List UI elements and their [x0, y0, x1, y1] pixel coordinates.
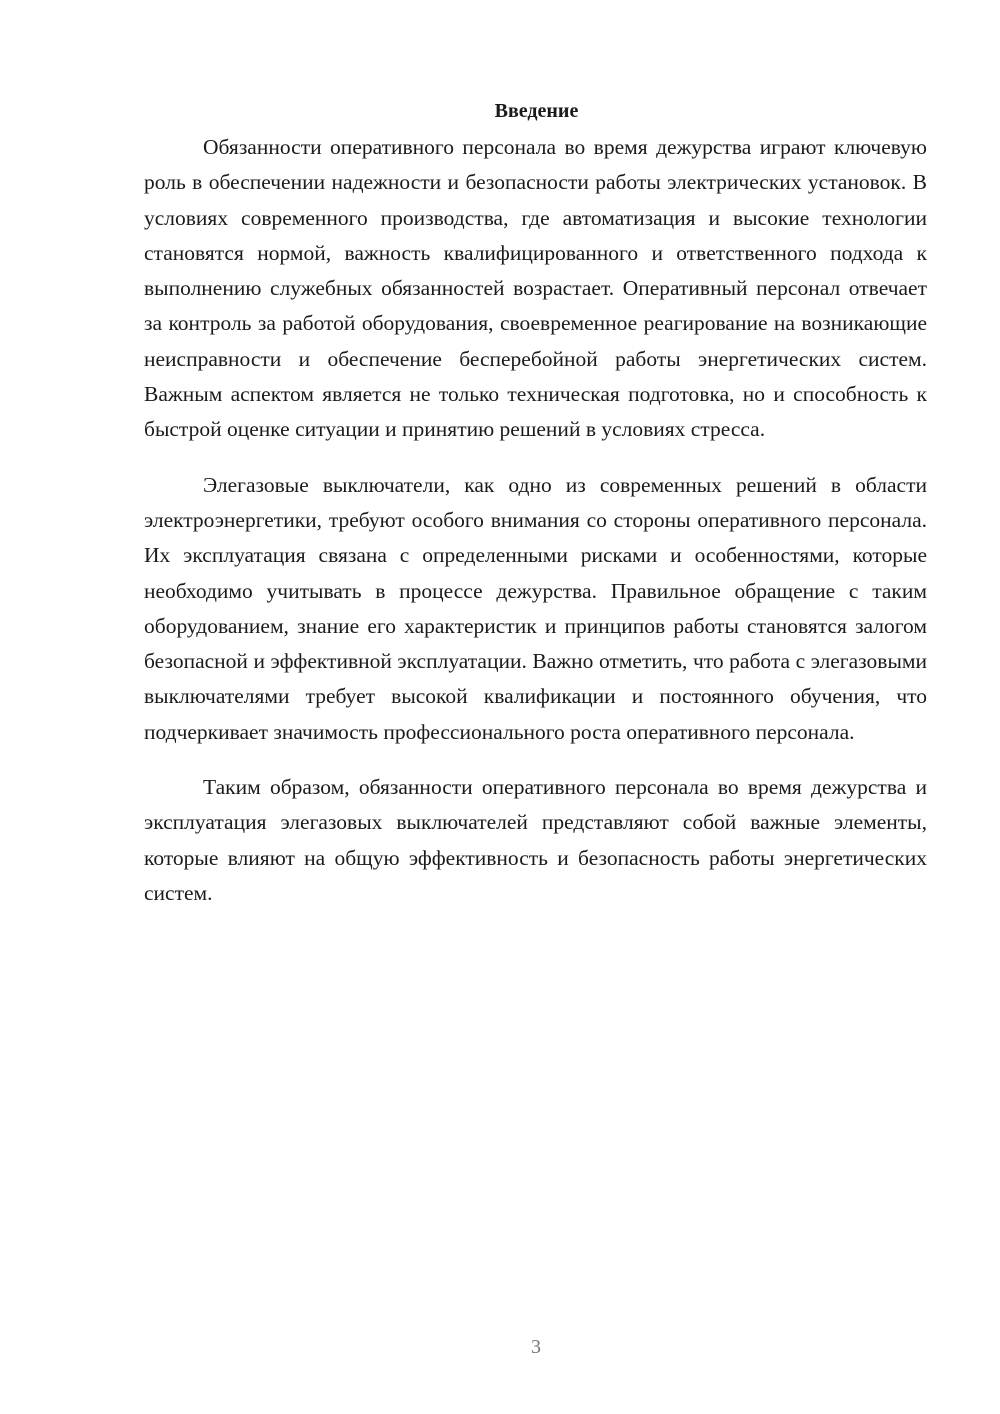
paragraph-2: Элегазовые выключатели, как одно из современных решений в области электроэнергетики, требуют особого внимания со стороны оперативного персонала. Их эксплуатация связана с определенными рисками и особенностями, которые необходимо учитывать в процессе дежурства. Правильное обращение с таким оборудованием, знание его характеристик и принципов работы становятся залогом безопасной и эффективной эксплуатации. Важно отметить, что работа с элегазовыми выключателями требует высокой квалификации и постоянного обучения, что подчеркивает значимость профессионального роста оперативного персонала.	[144, 472, 927, 744]
section-title: Введение	[494, 100, 579, 122]
page-content	[144, 96, 927, 931]
paragraph-3: Таким образом, обязанности оперативного персонала во время дежурства и эксплуатация элегазовых выключателей представляют собой важные элементы, которые влияют на общую эффективность и безопасность работы энергетических систем.	[144, 775, 927, 905]
paragraph-1: Обязанности оперативного персонала во время дежурства играют ключевую роль в обеспечении надежности и безопасности работы электрических установок. В условиях современного производства, где автоматизация и высокие технологии становятся нормой, важность квалифицированного и ответственного подхода к выполнению служебных обязанностей возрастает. Оперативный персонал отвечает за контроль за работой оборудования, своевременное реагирование на возникающие неисправности и обеспечение бесперебойной работы энергетических систем. Важным аспектом является не только техническая подготовка, но и способность к быстрой оценке ситуации и принятию решений в условиях стресса.	[144, 135, 927, 442]
page-number: 3	[531, 1336, 541, 1358]
